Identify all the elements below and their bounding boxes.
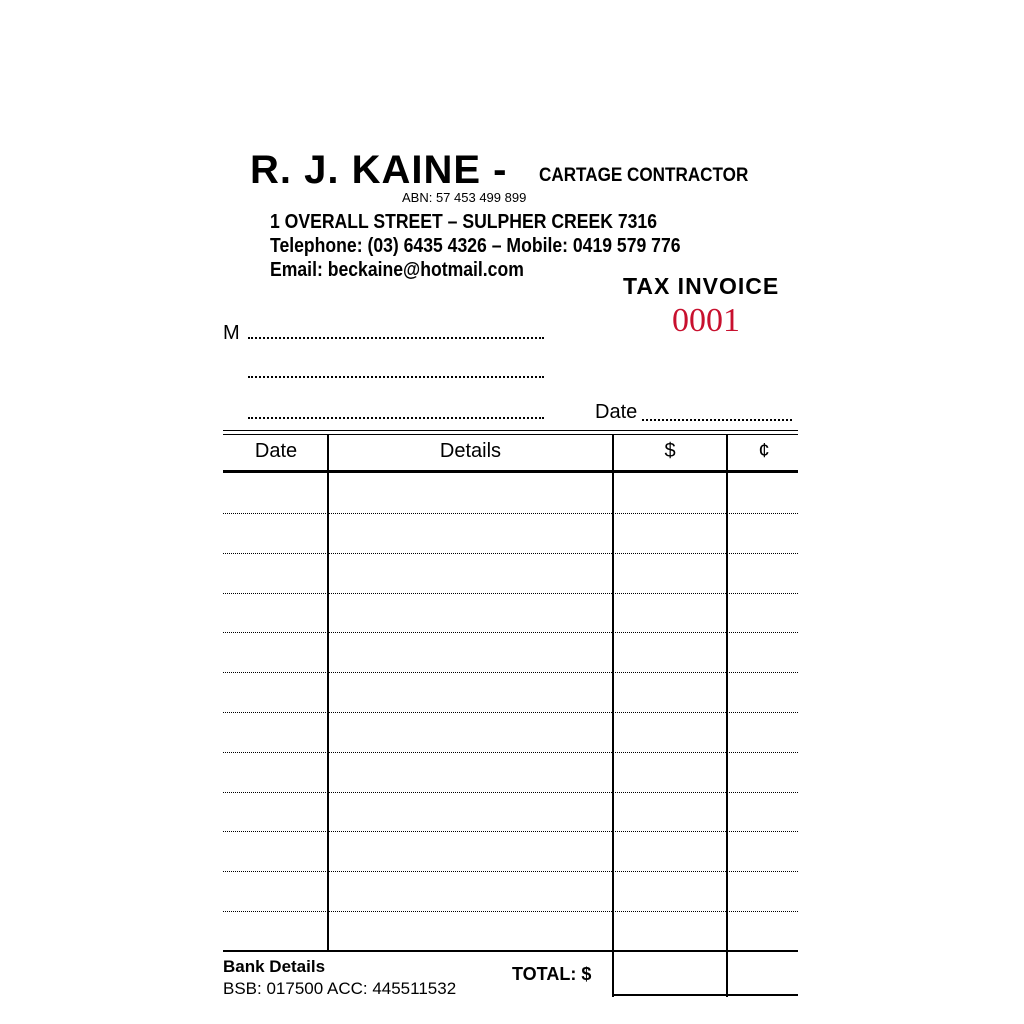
date-field[interactable] bbox=[642, 419, 792, 421]
date-label: Date bbox=[595, 401, 638, 423]
table-row-line bbox=[223, 752, 798, 753]
column-header-cents: ¢ bbox=[758, 440, 770, 462]
trade-title: CARTAGE CONTRACTOR bbox=[539, 165, 749, 186]
total-label: TOTAL: $ bbox=[512, 964, 592, 984]
business-phone: Telephone: (03) 6435 4326 – Mobile: 0419 579 776 bbox=[270, 235, 681, 257]
table-row-line bbox=[223, 513, 798, 514]
invoice-number: 0001 bbox=[672, 302, 740, 339]
table-bottom-rule bbox=[223, 950, 798, 952]
tax-invoice-title: TAX INVOICE bbox=[623, 273, 780, 299]
business-address: 1 OVERALL STREET – SULPHER CREEK 7316 bbox=[270, 211, 657, 233]
customer-address-line[interactable] bbox=[248, 376, 544, 378]
table-top-rule bbox=[223, 430, 798, 431]
business-email: Email: beckaine@hotmail.com bbox=[270, 259, 524, 281]
column-divider bbox=[327, 434, 329, 951]
column-divider bbox=[612, 434, 614, 997]
table-row-line bbox=[223, 871, 798, 872]
total-box-bottom-rule bbox=[612, 994, 798, 996]
customer-address-line[interactable] bbox=[248, 417, 544, 419]
business-name: R. J. KAINE - bbox=[250, 148, 508, 192]
column-divider bbox=[726, 434, 728, 997]
column-header-details: Details bbox=[439, 440, 502, 462]
bank-details-heading: Bank Details bbox=[223, 957, 326, 976]
table-row-line bbox=[223, 553, 798, 554]
column-header-date: Date bbox=[254, 440, 298, 462]
column-header-dollars: $ bbox=[664, 440, 676, 462]
table-row-line bbox=[223, 911, 798, 912]
abn-number: ABN: 57 453 499 899 bbox=[402, 190, 527, 205]
table-row-line bbox=[223, 831, 798, 832]
table-row-line bbox=[223, 792, 798, 793]
table-row-line bbox=[223, 632, 798, 633]
customer-prefix: M bbox=[223, 322, 240, 344]
table-row-line bbox=[223, 672, 798, 673]
customer-name-line[interactable] bbox=[248, 337, 544, 339]
table-row-line bbox=[223, 712, 798, 713]
table-top-rule bbox=[223, 434, 798, 435]
column-header-rule bbox=[223, 470, 798, 473]
bank-account-details: BSB: 017500 ACC: 445511532 bbox=[223, 979, 457, 998]
table-row-line bbox=[223, 593, 798, 594]
